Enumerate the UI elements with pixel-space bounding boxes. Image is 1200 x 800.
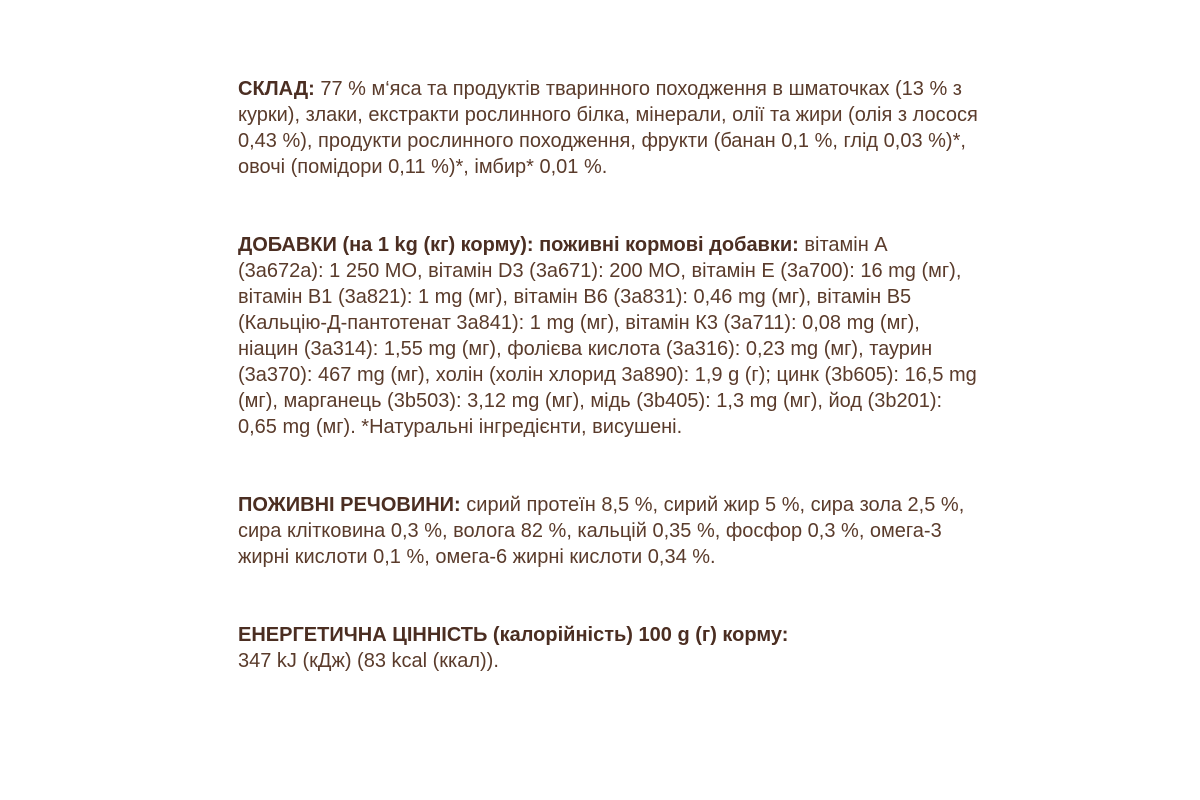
- additives-text: вітамін А (3а672а): 1 250 МО, вітамін D3 (3а671): 200 МО, вітамін Е (3а700): 16 mg (мг), вітамін В1 (3а821): 1 mg (мг), вітамін В6 (3а831): 0,46 mg (мг), вітамін В5 (Кальцію-Д-пантотенат 3а841): 1 mg (мг), вітамін К3 (3а711): 0,08 mg (мг), ніацин (3а314): 1,55 mg (мг), фолієва кислота (3а316): 0,23 mg (мг), таурин (3а370): 467 mg (мг), холін (холін хлорид 3а890): 1,9 g (г); цинк (3b605): 16,5 mg (мг), марганець (3b503): 3,12 mg (мг), мідь (3b405): 1,3 mg (мг), йод (3b201): 0,65 mg (мг). *Натуральні інгредієнти, висушені.: [238, 234, 977, 438]
- composition-section: [238, 76, 978, 180]
- composition-document: [238, 76, 978, 674]
- composition-label: СКЛАД:: [238, 78, 315, 100]
- nutrients-label: ПОЖИВНІ РЕЧОВИНИ:: [238, 494, 461, 516]
- additives-sublabel: поживні кормові добавки:: [533, 234, 799, 256]
- additives-label: ДОБАВКИ (на 1 kg (кг) корму):: [238, 234, 534, 256]
- nutrients-sublabel: сирий протеїн: [460, 494, 596, 516]
- nutrients-section: [238, 492, 978, 570]
- additives-section: [238, 232, 978, 440]
- energy-text: 347 kJ (кДж) (83 kcal (ккал)).: [238, 650, 499, 672]
- composition-text: 77 % м‘яса та продуктів тваринного походження в шматочках (13 % з курки), злаки, екстракти рослинного білка, мінерали, олії та жири (олія з лосося 0,43 %), продукти рослинного походження, фрукти (банан 0,1 %, глід 0,03 %)*, овочі (помідори 0,11 %)*, імбир* 0,01 %.: [238, 78, 978, 178]
- energy-label: ЕНЕРГЕТИЧНА ЦІННІСТЬ (калорійність) 100 g (г) корму:: [238, 624, 789, 646]
- energy-section: [238, 622, 978, 674]
- nutrients-text: 8,5 %, сирий жир 5 %, сира зола 2,5 %, сира клітковина 0,3 %, волога 82 %, кальцій 0,35 %, фосфор 0,3 %, омега-3 жирні кислоти 0,1 %, омега-6 жирні кислоти 0,34 %.: [238, 494, 965, 568]
